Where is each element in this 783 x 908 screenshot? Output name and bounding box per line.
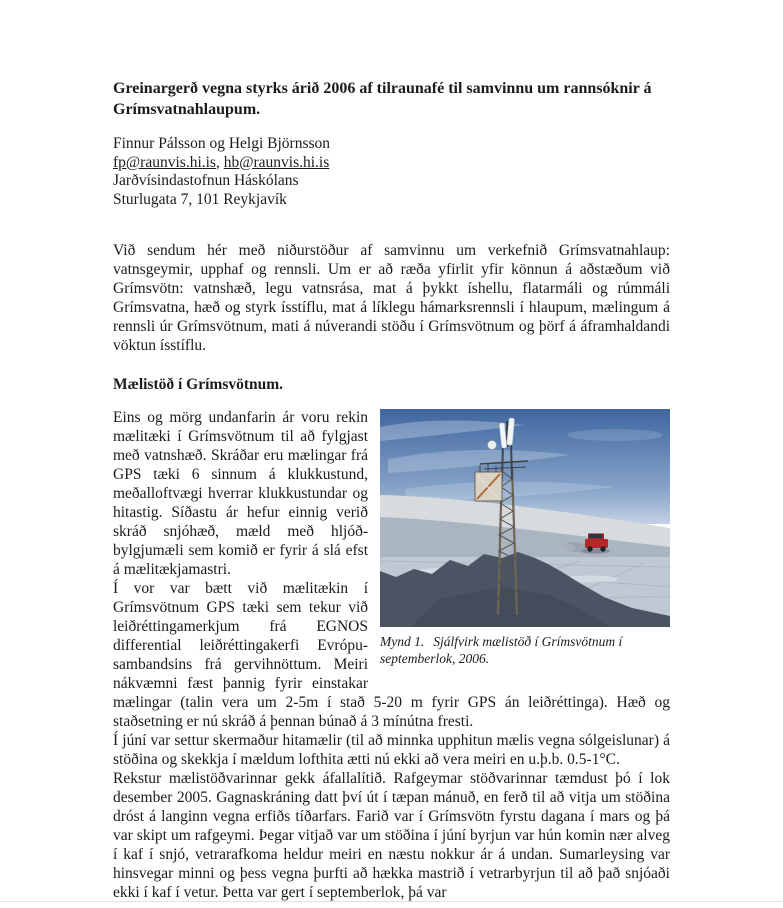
figure-caption xyxy=(380,634,670,677)
email-link-fp[interactable]: fp@raunvis.hi.is xyxy=(113,153,216,171)
document-title: Greinargerð vegna styrks árið 2006 af tilraunafé til samvinnu um rannsóknir á Grímsvatnahlaupum. xyxy=(113,80,652,118)
section-content xyxy=(113,408,670,902)
snow-spray-2 xyxy=(559,544,575,552)
authors-line: Finnur Pálsson og Helgi Björnsson xyxy=(113,135,331,152)
body-paragraph-4: Rekstur mælistöðvarinnar gekk áfallalítið. Rafgeymar stöðvarinnar tæmdust þó í lok desember 2005. Gagnaskráning datt því út í tæpan mánuð, en ferð til að vitja um stöðina dróst á langinn vegna erfiðs tíðarfars. Farið var í Grímsvötn fyrstu dagana í mars og þá var skipt um rafgeymi. Þegar vitjað var um stöðina í júní byrjun var hún komin nær alveg í kaf í snjó, vetrarafkoma heldur meiri en næstu nokkur ár á undan. Sumarleysing var hinsvegar minni og þess vegna þurfti að hækka mastrið í vetrarbyrjun til að það snjóaði ekki í kaf í vetur. Þetta var gert í septemberlok, þá var xyxy=(113,770,670,901)
body-paragraph-3: Í júní var settur skermaður hitamælir (til að minnka upphitun mælis vegna sólgeislunar) á stöðina og skekkja í mældum lofthita ætti nú ekki að vera meiri en u.þ.b. 0.5-1°C. xyxy=(113,732,670,768)
vehicle-body xyxy=(585,539,608,548)
body-paragraph-1: Eins og mörg undanfarin ár voru rekin mælitæki í Grímsvötnum til að fylgjast með vatnshæð. Skráðar eru mælingar frá GPS tæki 6 sinnum á klukkustund, meðalloftvægi hverrar klukkustundar og hitastig. Síðastu ár hefur einnig verið skráð snjóhæð, mæld með hljóð-bylgjumæli sem komið er fyrir á slá efst á mælitækjamastri. xyxy=(113,409,368,578)
vehicle-wheel-rear xyxy=(587,546,592,551)
email-link-hb[interactable]: hb@raunvis.hi.is xyxy=(223,153,330,171)
figure-caption-text: Sjálfvirk mælistöð í Grímsvötnum í septemberlok, 2006. xyxy=(380,634,623,666)
vehicle-roof-rack xyxy=(587,532,604,534)
vehicle-windows xyxy=(589,534,602,538)
email-separator: , xyxy=(215,153,224,171)
section-heading: Mælistöð í Grímsvötnum. xyxy=(113,376,284,393)
email-line xyxy=(113,154,670,173)
vehicle-wheel-front xyxy=(600,546,605,551)
figure-1 xyxy=(380,409,670,677)
institution-line: Jarðvísindastofnun Háskólans xyxy=(113,172,299,189)
weather-station-photo xyxy=(380,409,670,627)
street-address-line: Sturlugata 7, 101 Reykjavík xyxy=(113,190,287,208)
figure-caption-label: Mynd 1. xyxy=(380,634,425,649)
dish-antenna-icon xyxy=(488,441,497,450)
body-paragraph-2: Í vor var bætt við mælitækin í Grímsvötnum GPS tæki sem tekur við leiðréttingamerkjum frá EGNOS differential leiðréttingakerfi Evrópu-sambandsins frá gervihnöttum. Meiri nákvæmni fæst þannig fyrir einstakar mælingar (talin vera um 2-5m í stað 5-20 m fyrir GPS án leiðréttinga). Hæð og staðsetning er nú skráð á þennan búnað á 3 mínútna fresti. xyxy=(113,580,670,730)
page-bottom-divider xyxy=(0,901,783,902)
intro-paragraph: Við sendum hér með niðurstöður af samvinnu um verkefnið Grímsvatnahlaup: vatnsgeymir, upphaf og rennsli. Um er að ræða yfirlit yfir könnun á aðstæðum við Grímsvötn: vatnshæð, legu vatnsrása, mat á þykkt íshellu, flatarmáli og rúmmáli Grímsvatna, hæð og styrk ísstíflu, mat á líklegu hámarksrennsli í hlaupum, mælingum á rennsli úr Grímsvötnum, mati á núverandi stöðu í Grímsvötnum og þörf á áframhaldandi vöktun ísstíflu. xyxy=(113,242,670,354)
author-block xyxy=(113,135,670,209)
